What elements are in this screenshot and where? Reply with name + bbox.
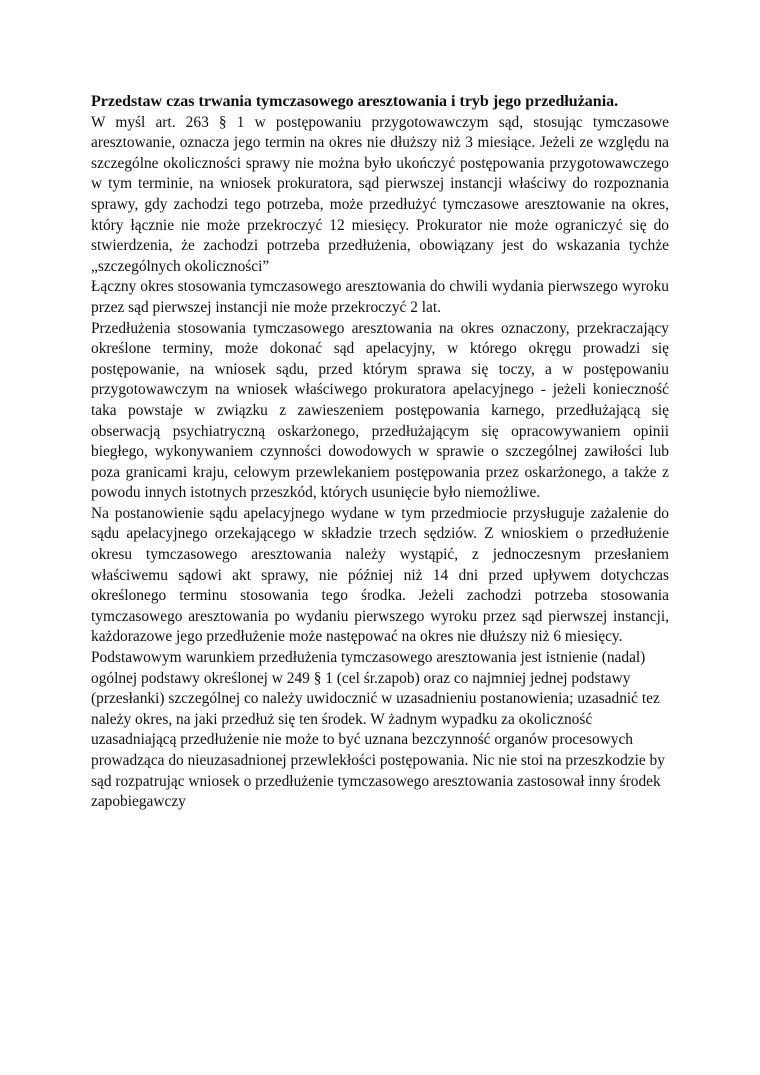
paragraph-extension-conditions: Podstawowym warunkiem przedłużenia tymczasowego aresztowania jest istnienie (nadal) ogólnej podstawy określonej w 249 § 1 (cel śr.zapob) oraz co najmniej jednej podstawy (przesłanki) szczególnej co należy uwidocznić w uzasadnieniu postanowienia; uzasadnić tez należy okres, na jaki przedłuż się ten środek. W żadnym wypadku za okoliczność uzasadniającą przedłużenie nie może to być uznana bezczynność organów procesowych prowadząca do nieuzasadnionej przewlekłości postępowania. Nic nie stoi na przeszkodzie by sąd rozpatrując wniosek o przedłużenie tymczasowego aresztowania zastosował inny środek zapobiegawczy xyxy=(91,649,665,811)
document-page xyxy=(91,92,669,813)
paragraph-complaint-and-deadlines: Na postanowienie sądu apelacyjnego wydane w tym przedmiocie przysługuje zażalenie do sądu apelacyjnego orzekającego w składzie trzech sędziów. Z wnioskiem o przedłużenie okresu tymczasowego aresztowania należy wystąpić, z jednoczesnym przesłaniem właściwemu sądowi akt sprawy, nie później niż 14 dni przed upływem dotychczas określonego terminu stosowania tego środka. Jeżeli zachodzi potrzeba stosowania tymczasowego aresztowania po wydaniu pierwszego wyroku przez sąd pierwszej instancji, każdorazowe jego przedłużenie może następować na okres nie dłuższy niż 6 miesięcy. xyxy=(91,504,669,646)
paragraph-total-period-limit: Łączny okres stosowania tymczasowego aresztowania do chwili wydania pierwszego wyroku przez sąd pierwszej instancji nie może przekroczyć 2 lat. xyxy=(91,278,669,316)
paragraph-initial-detention-term: W myśl art. 263 § 1 w postępowaniu przygotowawczym sąd, stosując tymczasowe aresztowanie, oznacza jego termin na okres nie dłuższy niż 3 miesiące. Jeżeli ze względu na szczególne okoliczności sprawy nie można było ukończyć postępowania przygotowawczego w tym terminie, na wniosek prokuratora, sąd pierwszej instancji właściwy do rozpoznania sprawy, gdy zachodzi tego potrzeba, może przedłużyć tymczasowe aresztowanie na okres, który łącznie nie może przekroczyć 12 miesięcy. Prokurator nie może ograniczyć się do stwierdzenia, że zachodzi potrzeba przedłużenia, obowiązany jest do wskazania tychże „szczególnych okoliczności” xyxy=(91,113,669,275)
document-title: Przedstaw czas trwania tymczasowego aresztowania i tryb jego przedłużania. xyxy=(91,93,619,110)
paragraph-appellate-court-extension: Przedłużenia stosowania tymczasowego aresztowania na okres oznaczony, przekraczający określone terminy, może dokonać sąd apelacyjny, w którego okręgu prowadzi się postępowanie, na wniosek sądu, przed którym sprawa się toczy, a w postępowaniu przygotowawczym na wniosek właściwego prokuratora apelacyjnego - jeżeli konieczność taka powstaje w związku z zawieszeniem postępowania karnego, przedłużającą się obserwacją psychiatryczną oskarżonego, przedłużającym się opracowywaniem opinii biegłego, wykonywaniem czynności dowodowych w sprawie o szczególnej zawiłości lub poza granicami kraju, celowym przewlekaniem postępowania przez oskarżonego, a także z powodu innych istotnych przeszkód, których usunięcie było niemożliwe. xyxy=(91,319,669,502)
